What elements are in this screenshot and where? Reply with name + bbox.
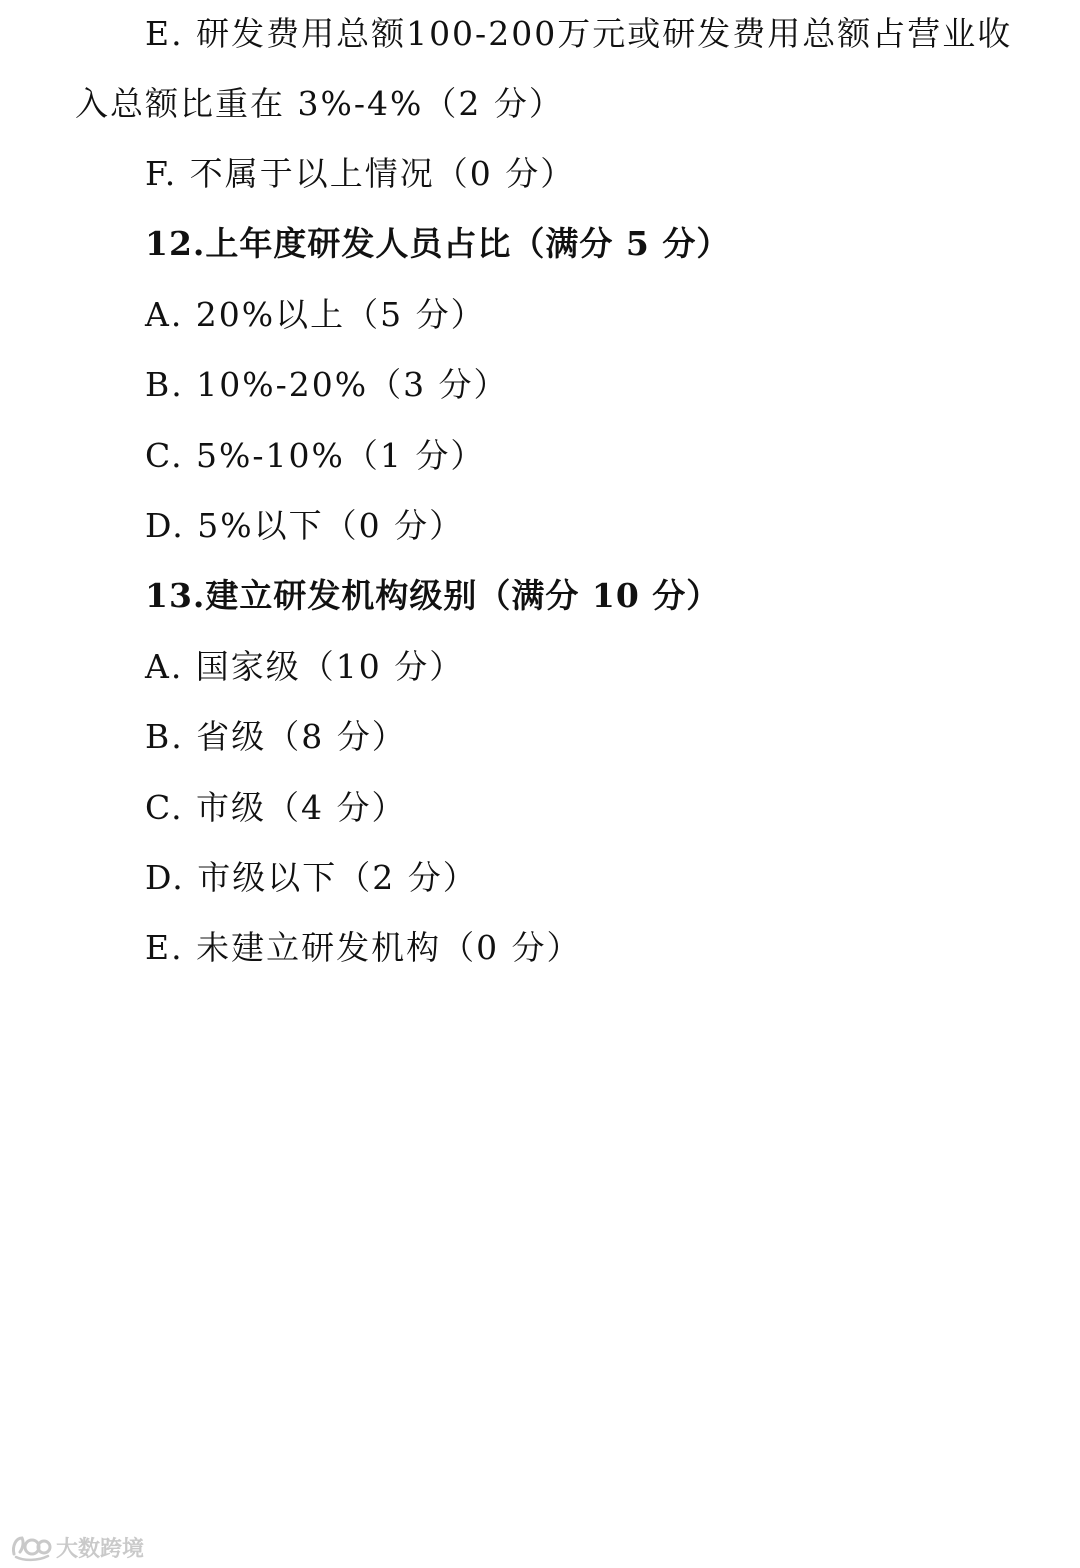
option-e-line-2: 入总额比重在 3%-4%（2 分） — [75, 84, 564, 123]
q12-option-c: C. 5%-10%（1 分） — [145, 436, 486, 475]
q13-option-e: E. 未建立研发机构（0 分） — [145, 928, 582, 967]
q13-option-a: A. 国家级（10 分） — [145, 647, 465, 686]
option-f: F. 不属于以上情况（0 分） — [145, 154, 576, 193]
q13-option-b: B. 省级（8 分） — [145, 717, 407, 756]
option-e-line-1: E. 研发费用总额100-200万元或研发费用总额占营业收 — [145, 14, 1013, 53]
q13-option-c: C. 市级（4 分） — [145, 788, 407, 827]
q12-option-b: B. 10%-20%（3 分） — [145, 365, 509, 404]
q12-option-d: D. 5%以下（0 分） — [145, 506, 465, 545]
watermark — [10, 1530, 144, 1564]
question-13-heading: 13.建立研发机构级别（满分 10 分） — [145, 576, 721, 615]
question-12-heading: 12.上年度研发人员占比（满分 5 分） — [145, 224, 731, 263]
mascot-logo-icon — [10, 1532, 52, 1562]
q12-option-a: A. 20%以上（5 分） — [145, 295, 486, 334]
watermark-text: 大数跨境 — [56, 1536, 145, 1562]
q13-option-d: D. 市级以下（2 分） — [145, 858, 478, 897]
